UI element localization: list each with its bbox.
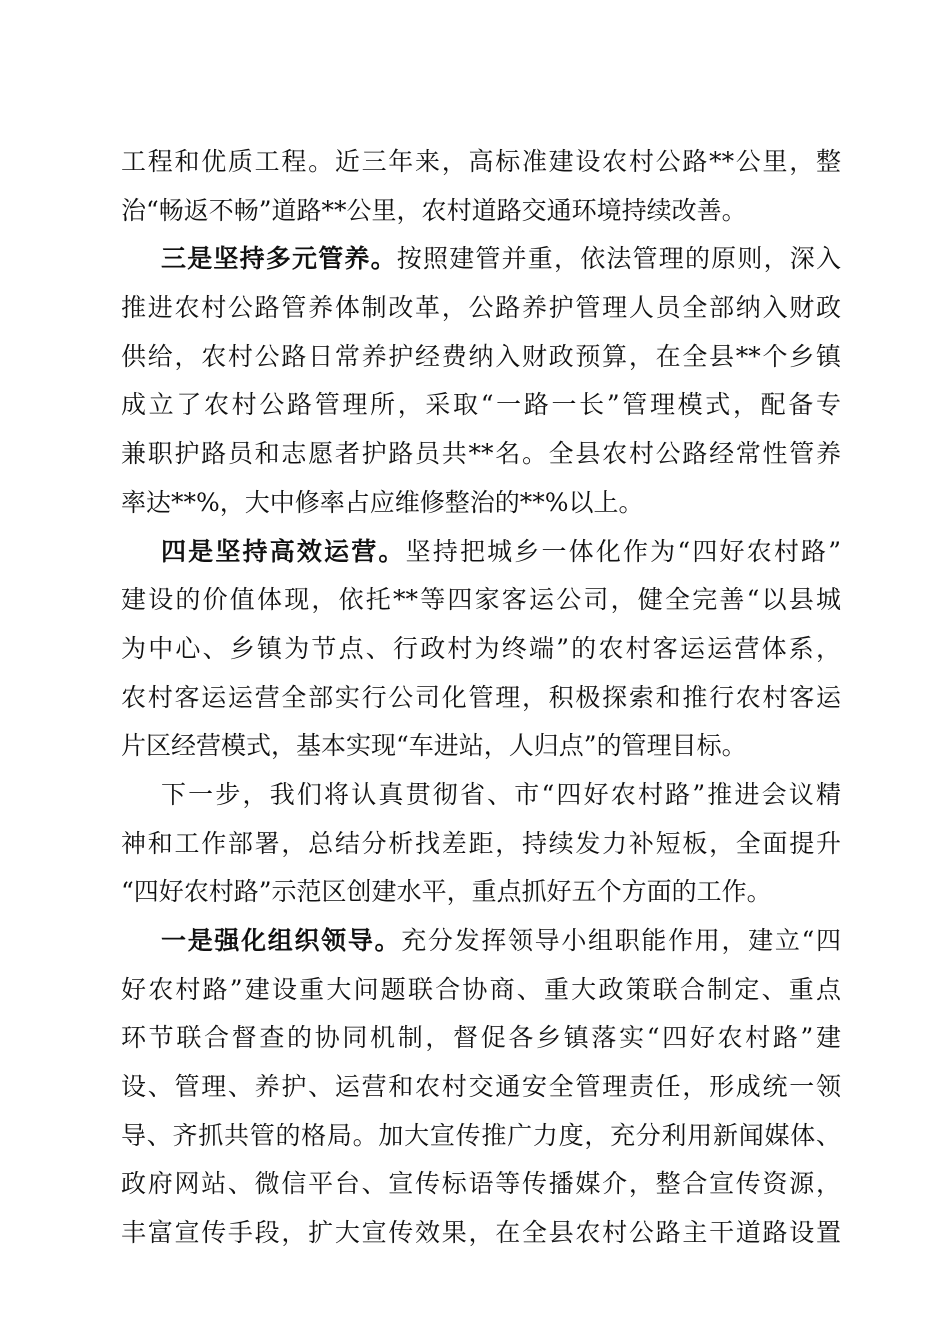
paragraph-first-line [121,235,841,284]
text-line: 兼职护路员和志愿者护路员共**名。全县农村公路经常性管养 [121,439,841,469]
text-line: 神和工作部署，总结分析找差距，持续发力补短板，全面提升 [121,828,841,858]
text-line: 好农村路”建设重大问题联合协商、重大政策联合制定、重点 [121,974,841,1004]
text-line: “四好农村路”示范区创建水平，重点抓好五个方面的工作。 [121,877,772,907]
paragraph-heading: 一是强化组织领导。 [161,926,402,955]
text-line: 为中心、乡镇为节点、行政村为终端”的农村客运运营体系， [121,633,841,663]
text-line: 下一步，我们将认真贯彻省、市“四好农村路”推进会议精 [161,779,841,809]
text-line: 片区经营模式，基本实现“车进站，人归点”的管理目标。 [121,731,747,761]
text-line: 设、管理、养护、运营和农村交通安全管理责任，形成统一领 [121,1072,841,1102]
text-line: 工程和优质工程。近三年来，高标准建设农村公路**公里，整 [121,147,841,176]
paragraph-text: 按照建管并重，依法管理的原则，深入 [396,244,841,274]
paragraph-heading: 三是坚持多元管养。 [161,244,397,274]
text-line: 供给，农村公路日常养护经费纳入财政预算，在全县**个乡镇 [121,341,841,371]
paragraph-first-line [121,917,841,966]
document-body [121,138,841,1258]
paragraph-text: 坚持把城乡一体化作为“四好农村路” [405,536,841,566]
paragraph-heading: 四是坚持高效运营。 [161,536,406,566]
text-line: 建设的价值体现，依托**等四家客运公司，健全完善“以县城 [121,585,841,615]
text-line: 治“畅返不畅”道路**公里，农村道路交通环境持续改善。 [121,195,747,225]
text-line: 农村客运运营全部实行公司化管理，积极探索和推行农村客运 [121,682,841,712]
text-line: 率达**%，大中修率占应维修整治的**%以上。 [121,487,644,517]
text-line: 政府网站、微信平台、宣传标语等传播媒介，整合宣传资源， [121,1169,841,1199]
paragraph-first-line [121,528,841,577]
text-line: 丰富宣传手段，扩大宣传效果，在全县农村公路主干道路设置 [121,1218,841,1248]
text-line: 成立了农村公路管理所，采取“一路一长”管理模式，配备专 [121,390,841,420]
text-line: 导、齐抓共管的格局。加大宣传推广力度，充分利用新闻媒体、 [121,1120,841,1150]
paragraph-text: 充分发挥领导小组职能作用，建立“四 [401,926,841,955]
text-line: 环节联合督查的协同机制，督促各乡镇落实“四好农村路”建 [121,1023,841,1053]
text-line: 推进农村公路管养体制改革，公路养护管理人员全部纳入财政 [121,293,841,323]
